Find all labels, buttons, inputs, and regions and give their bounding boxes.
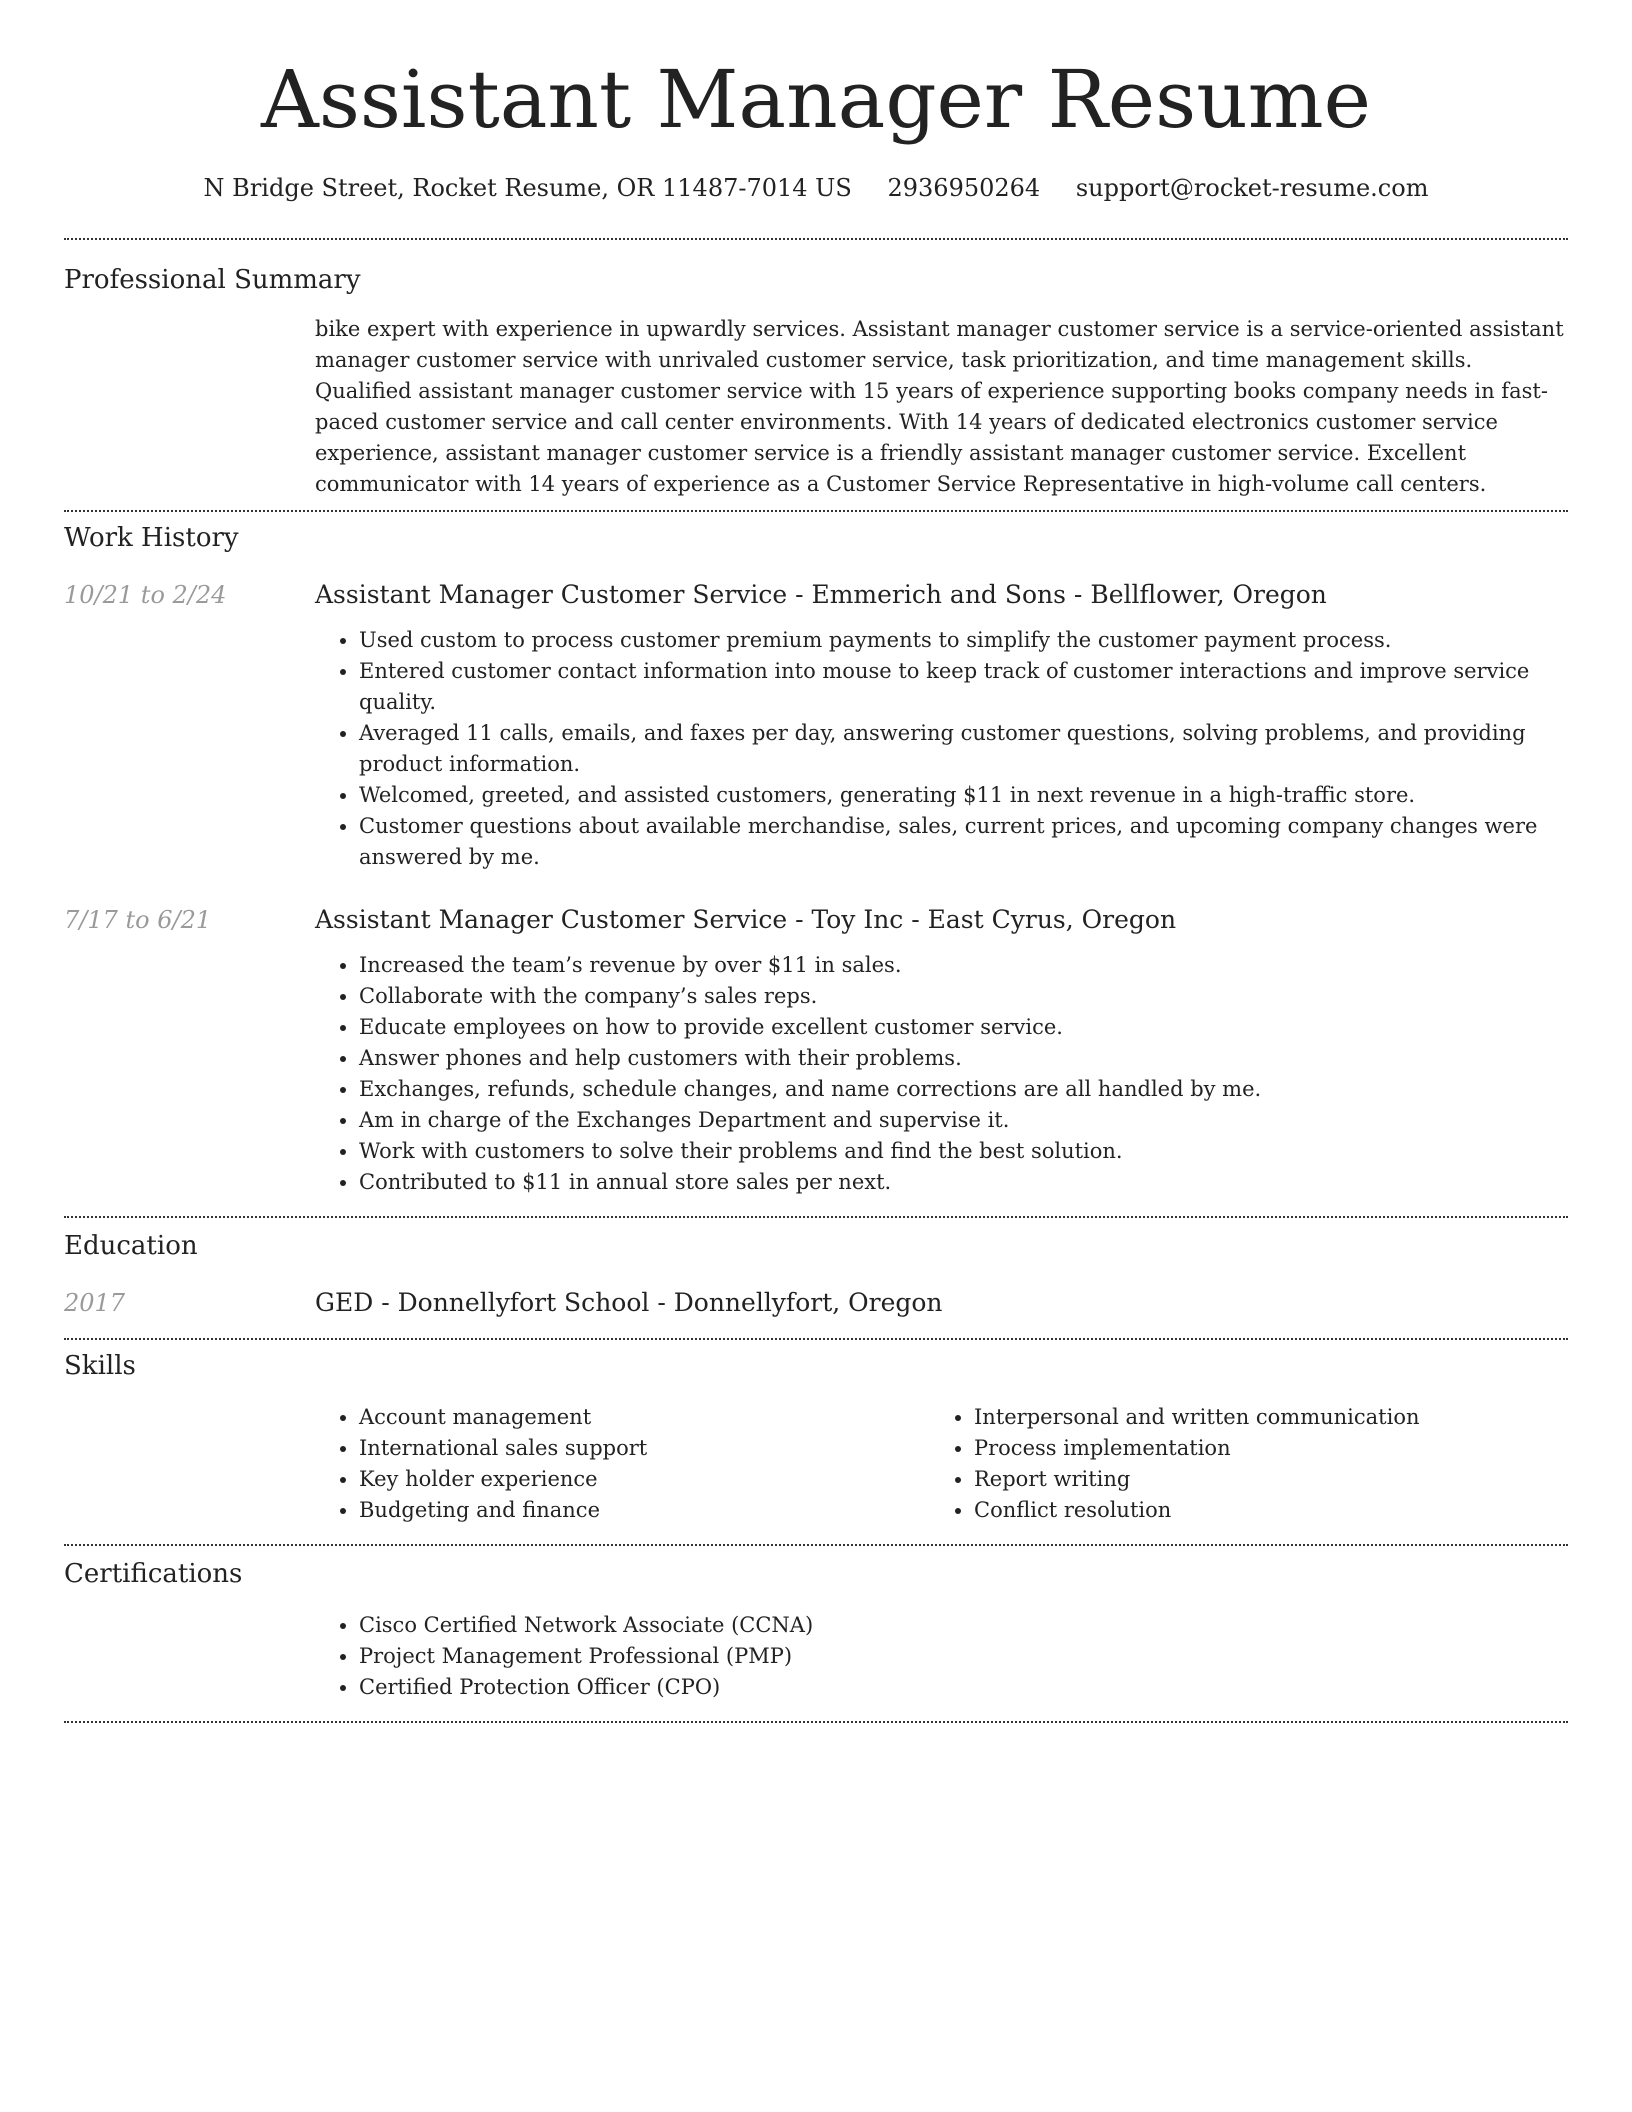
summary-text: bike expert with experience in upwardly services. Assistant manager customer service is a service-oriented assistant manager customer service with unrivaled customer service, task prioritization, and time management skills. Qualified assistant manager customer service with 15 years of experience supporting books company needs in fast-paced customer service and call center environments. With 14 years of dedicated electronics customer service experience, assistant manager customer service is a friendly assistant manager customer service. Excellent communicator with 14 years of experience as a Customer Service Representative in high-volume call centers. (315, 317, 1564, 496)
skills-heading: Skills (64, 1351, 136, 1381)
resume-title: Assistant Manager Resume (261, 53, 1371, 146)
job-entry (64, 903, 1568, 1198)
list-item: • Work with customers to solve their problems and find the best solution. (359, 1136, 1568, 1167)
job-bullets (315, 625, 1568, 873)
certifications-heading: Certifications (64, 1559, 243, 1589)
skill-item: • Report writing (974, 1464, 1545, 1495)
list-item: • Exchanges, refunds, schedule changes, and name corrections are all handled by me. (359, 1074, 1568, 1105)
list-item: • Welcomed, greeted, and assisted customers, generating $11 in next revenue in a high-traffic store. (359, 780, 1568, 811)
job-heading: Assistant Manager Customer Service - Emmerich and Sons - Bellflower, Oregon (315, 580, 1327, 609)
list-item: • Customer questions about available merchandise, sales, current prices, and upcoming company changes were answered by me. (359, 811, 1568, 873)
education-section (64, 1218, 1568, 1320)
certifications-list (315, 1610, 1568, 1703)
job-heading: Assistant Manager Customer Service - Toy Inc - East Cyrus, Oregon (315, 905, 1177, 934)
resume-header (64, 0, 1568, 204)
summary-section (64, 240, 1568, 500)
summary-heading: Professional Summary (64, 265, 361, 295)
education-heading: Education (64, 1231, 198, 1261)
skills-section (64, 1340, 1568, 1526)
certification-item: • Cisco Certified Network Associate (CCNA) (359, 1610, 1568, 1641)
skills-list-left (315, 1402, 930, 1526)
list-item: • Educate employees on how to provide excellent customer service. (359, 1012, 1568, 1043)
job-dates: 10/21 to 2/24 (64, 581, 227, 609)
list-item: • Increased the team’s revenue by over $11 in sales. (359, 950, 1568, 981)
job-entry (64, 578, 1568, 873)
education-entry: GED - Donnellyfort School - Donnellyfort, Oregon (315, 1288, 943, 1317)
skills-list-right (930, 1402, 1545, 1526)
skill-item: • Budgeting and finance (359, 1495, 930, 1526)
section-divider (64, 1721, 1568, 1723)
job-dates: 7/17 to 6/21 (64, 906, 212, 934)
certifications-section (64, 1546, 1568, 1703)
list-item: • Collaborate with the company’s sales reps. (359, 981, 1568, 1012)
work-history-section (64, 512, 1568, 1198)
job-bullets (315, 950, 1568, 1198)
list-item: • Used custom to process customer premium payments to simplify the customer payment process. (359, 625, 1568, 656)
certification-item: • Certified Protection Officer (CPO) (359, 1672, 1568, 1703)
skill-item: • Interpersonal and written communication (974, 1402, 1545, 1433)
list-item: • Contributed to $11 in annual store sales per next. (359, 1167, 1568, 1198)
list-item: • Answer phones and help customers with their problems. (359, 1043, 1568, 1074)
skill-item: • Account management (359, 1402, 930, 1433)
list-item: • Entered customer contact information into mouse to keep track of customer interactions and improve service quality. (359, 656, 1568, 718)
skill-item: • International sales support (359, 1433, 930, 1464)
certification-item: • Project Management Professional (PMP) (359, 1641, 1568, 1672)
skill-item: • Key holder experience (359, 1464, 930, 1495)
list-item: • Am in charge of the Exchanges Department and supervise it. (359, 1105, 1568, 1136)
work-history-heading: Work History (64, 523, 239, 553)
list-item: • Averaged 11 calls, emails, and faxes per day, answering customer questions, solving problems, and providing product information. (359, 718, 1568, 780)
contact-line (64, 172, 1568, 204)
contact-email: support@rocket-resume.com (1075, 174, 1429, 202)
education-year: 2017 (64, 1289, 126, 1317)
contact-address: N Bridge Street, Rocket Resume, OR 11487-7014 US (203, 174, 852, 202)
skill-item: • Process implementation (974, 1433, 1545, 1464)
skill-item: • Conflict resolution (974, 1495, 1545, 1526)
contact-phone: 2936950264 (887, 174, 1041, 202)
